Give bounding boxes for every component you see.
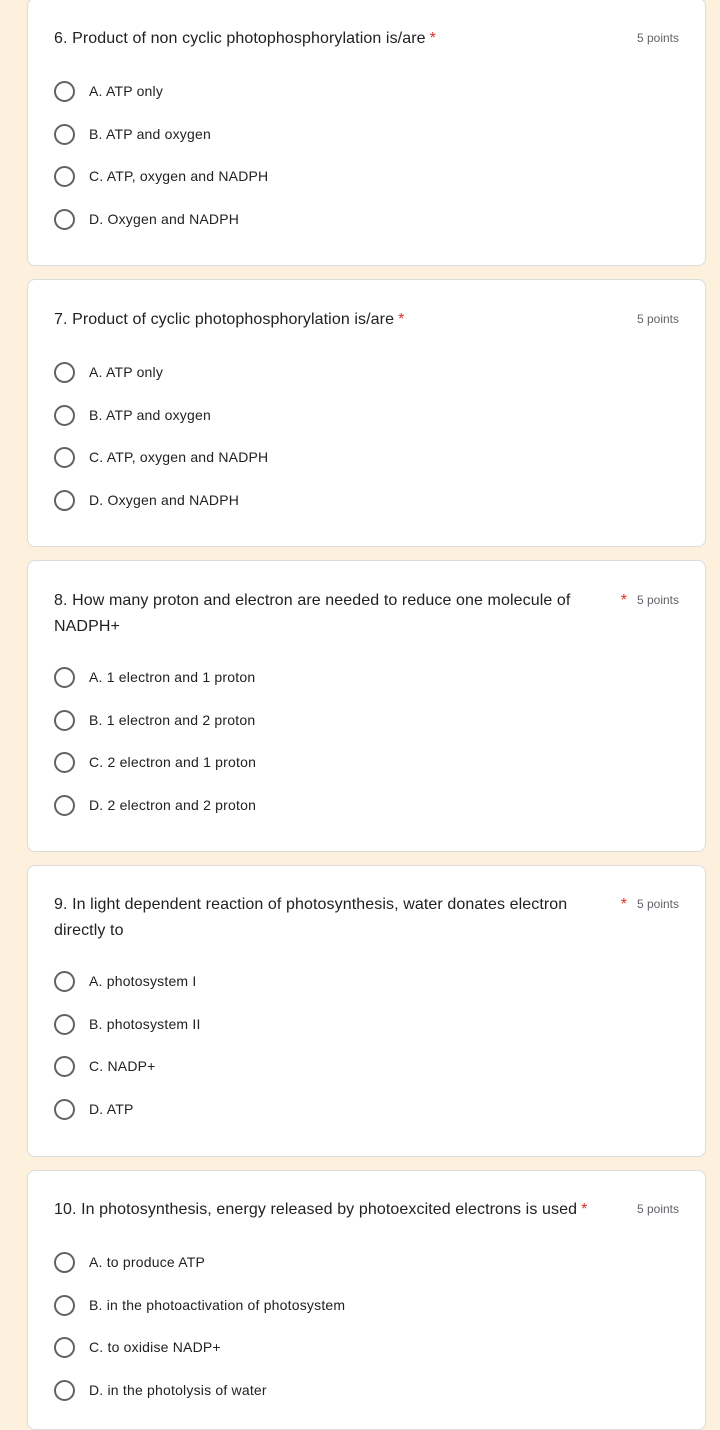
points-label: 5 points xyxy=(636,897,679,911)
option-label: D. ATP xyxy=(89,1101,134,1117)
required-asterisk: * xyxy=(429,30,436,47)
question-header xyxy=(54,1197,679,1223)
required-asterisk: * xyxy=(398,311,405,328)
radio-option[interactable] xyxy=(54,708,255,732)
question-title: 7. Product of cyclic photophosphorylation is/are xyxy=(54,311,395,328)
radio-circle-icon[interactable] xyxy=(54,1252,75,1273)
radio-circle-icon[interactable] xyxy=(54,447,75,468)
radio-circle-icon[interactable] xyxy=(54,405,75,426)
radio-circle-icon[interactable] xyxy=(54,795,75,816)
option-label: A. ATP only xyxy=(89,83,164,99)
radio-option[interactable] xyxy=(54,445,268,469)
radio-circle-icon[interactable] xyxy=(54,752,75,773)
radio-circle-icon[interactable] xyxy=(54,81,75,102)
radio-circle-icon[interactable] xyxy=(54,667,75,688)
option-label: D. 2 electron and 2 proton xyxy=(89,797,257,813)
radio-option[interactable] xyxy=(54,1250,205,1274)
question-header xyxy=(54,307,679,333)
question-header xyxy=(54,892,679,944)
radio-circle-icon[interactable] xyxy=(54,1014,75,1035)
radio-option[interactable] xyxy=(54,1293,345,1317)
option-label: A. photosystem I xyxy=(89,973,197,989)
radio-option[interactable] xyxy=(54,1378,267,1402)
points-label: 5 points xyxy=(636,312,679,326)
option-label: B. ATP and oxygen xyxy=(89,126,211,142)
radio-option[interactable] xyxy=(54,750,256,774)
radio-circle-icon[interactable] xyxy=(54,490,75,511)
option-label: A. ATP only xyxy=(89,364,164,380)
option-label: B. ATP and oxygen xyxy=(89,407,211,423)
radio-option[interactable] xyxy=(54,207,239,231)
radio-option[interactable] xyxy=(54,969,196,993)
radio-circle-icon[interactable] xyxy=(54,166,75,187)
radio-circle-icon[interactable] xyxy=(54,1380,75,1401)
radio-option[interactable] xyxy=(54,488,239,512)
question-title: 10. In photosynthesis, energy released by photoexcited electrons is used xyxy=(54,1201,578,1218)
option-label: A. 1 electron and 1 proton xyxy=(89,669,256,685)
points-label: 5 points xyxy=(636,31,679,45)
radio-circle-icon[interactable] xyxy=(54,971,75,992)
option-label: C. to oxidise NADP+ xyxy=(89,1339,221,1355)
option-label: C. 2 electron and 1 proton xyxy=(89,754,257,770)
option-label: C. NADP+ xyxy=(89,1058,156,1074)
radio-circle-icon[interactable] xyxy=(54,1337,75,1358)
question-card-9 xyxy=(27,865,706,1157)
radio-option[interactable] xyxy=(54,122,211,146)
option-label: C. ATP, oxygen and NADPH xyxy=(89,168,269,184)
question-title: 6. Product of non cyclic photophosphorylation is/are xyxy=(54,30,426,47)
radio-option[interactable] xyxy=(54,360,163,384)
question-header xyxy=(54,588,679,640)
question-card-6 xyxy=(27,0,706,266)
radio-option[interactable] xyxy=(54,1012,201,1036)
question-title: 9. In light dependent reaction of photosynthesis, water donates electron directly to xyxy=(54,896,568,939)
option-label: B. photosystem II xyxy=(89,1016,201,1032)
option-label: D. Oxygen and NADPH xyxy=(89,211,240,227)
question-title: 8. How many proton and electron are needed to reduce one molecule of NADPH+ xyxy=(54,592,571,635)
question-card-8 xyxy=(27,560,706,852)
radio-option[interactable] xyxy=(54,1097,134,1121)
option-label: D. in the photolysis of water xyxy=(89,1382,267,1398)
radio-circle-icon[interactable] xyxy=(54,209,75,230)
radio-option[interactable] xyxy=(54,665,255,689)
question-header xyxy=(54,26,679,52)
radio-circle-icon[interactable] xyxy=(54,1099,75,1120)
option-label: A. to produce ATP xyxy=(89,1254,205,1270)
required-asterisk: * xyxy=(620,896,627,913)
radio-option[interactable] xyxy=(54,793,256,817)
required-asterisk: * xyxy=(620,592,627,609)
option-label: B. in the photoactivation of photosystem xyxy=(89,1297,346,1313)
option-label: C. ATP, oxygen and NADPH xyxy=(89,449,269,465)
question-card-10 xyxy=(27,1170,706,1430)
radio-circle-icon[interactable] xyxy=(54,1056,75,1077)
radio-option[interactable] xyxy=(54,164,268,188)
radio-option[interactable] xyxy=(54,1054,156,1078)
question-card-7 xyxy=(27,279,706,547)
option-label: B. 1 electron and 2 proton xyxy=(89,712,256,728)
option-label: D. Oxygen and NADPH xyxy=(89,492,240,508)
radio-option[interactable] xyxy=(54,1335,221,1359)
radio-option[interactable] xyxy=(54,403,211,427)
radio-option[interactable] xyxy=(54,79,163,103)
radio-circle-icon[interactable] xyxy=(54,710,75,731)
radio-circle-icon[interactable] xyxy=(54,1295,75,1316)
points-label: 5 points xyxy=(636,1202,679,1216)
radio-circle-icon[interactable] xyxy=(54,362,75,383)
required-asterisk: * xyxy=(581,1201,588,1218)
points-label: 5 points xyxy=(636,593,679,607)
radio-circle-icon[interactable] xyxy=(54,124,75,145)
